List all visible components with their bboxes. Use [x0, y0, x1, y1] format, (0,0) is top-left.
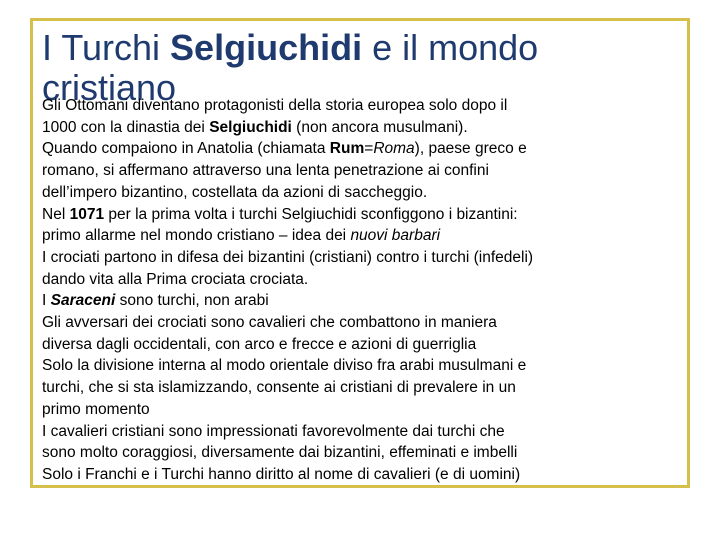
body-text: Solo i Franchi e i Turchi hanno diritto al nome di cavalieri (e di uomini) [42, 465, 521, 483]
body-line [42, 269, 672, 291]
slide-frame-left [30, 18, 33, 488]
body-text: primo allarme nel mondo cristiano – idea dei [42, 227, 351, 245]
title-part-2: Selgiuchidi [170, 27, 363, 68]
body-line [42, 160, 672, 182]
body-text: Gli Ottomani diventano protagonisti della storia europea solo dopo il [42, 97, 508, 114]
body-text: Nel [42, 205, 70, 223]
slide-body [42, 95, 672, 486]
body-line [42, 225, 672, 247]
body-line [42, 117, 672, 139]
body-text: romano, si affermano attraverso una lenta penetrazione ai confini [42, 162, 489, 180]
body-text: per la prima volta i turchi Selgiuchidi sconfiggono i bizantini: [104, 205, 518, 223]
body-text: Solo la divisione interna al modo orientale diviso fra arabi musulmani e [42, 357, 527, 375]
body-line [42, 399, 672, 421]
body-text: = [364, 140, 374, 158]
body-text: sono molto coraggiosi, diversamente dai bizantini, effeminati e imbelli [42, 444, 518, 462]
body-text: Gli avversari dei crociati sono cavalieri che combattono in maniera [42, 314, 497, 332]
body-line [42, 138, 672, 160]
body-text: ), paese greco e [414, 140, 527, 158]
slide-frame-top [30, 18, 690, 21]
body-text: diversa dagli occidentali, con arco e frecce e azioni di guerriglia [42, 335, 477, 353]
body-line [42, 355, 672, 377]
body-text: dell’impero bizantino, costellata da azioni di saccheggio. [42, 183, 428, 201]
body-text: 1071 [69, 205, 105, 223]
body-line [42, 95, 672, 117]
body-text: nuovi barbari [350, 227, 441, 245]
body-text: I cavalieri cristiani sono impressionati favorevolmente dai turchi che [42, 422, 505, 440]
body-text: sono turchi, non arabi [115, 292, 269, 310]
title-part-1: I Turchi [42, 27, 171, 68]
body-text: (non ancora musulmani). [291, 118, 468, 136]
body-line [42, 442, 672, 464]
body-text: primo momento [42, 400, 150, 418]
body-text: I crociati partono in difesa dei bizantini (cristiani) contro i turchi (infedeli) [42, 248, 534, 266]
title-part-3: e il mondo cristiano [42, 27, 539, 108]
body-line [42, 464, 672, 486]
body-text: Saraceni [50, 292, 116, 310]
body-line [42, 182, 672, 204]
body-text: Quando compaiono in Anatolia (chiamata [42, 140, 330, 158]
body-text: turchi, che si sta islamizzando, consente ai cristiani di prevalere in un [42, 379, 516, 397]
body-text: dando vita alla Prima crociata crociata. [42, 270, 309, 288]
body-text: Rum [329, 140, 365, 158]
body-line [42, 204, 672, 226]
body-line [42, 247, 672, 269]
body-text: I [42, 292, 51, 310]
body-line [42, 290, 672, 312]
body-text: Roma [373, 140, 415, 158]
body-line [42, 312, 672, 334]
body-text: Selgiuchidi [209, 118, 292, 136]
body-line [42, 421, 672, 443]
slide-frame-right [687, 18, 690, 488]
body-line [42, 334, 672, 356]
body-text: 1000 con la dinastia dei [42, 118, 210, 136]
body-line [42, 377, 672, 399]
